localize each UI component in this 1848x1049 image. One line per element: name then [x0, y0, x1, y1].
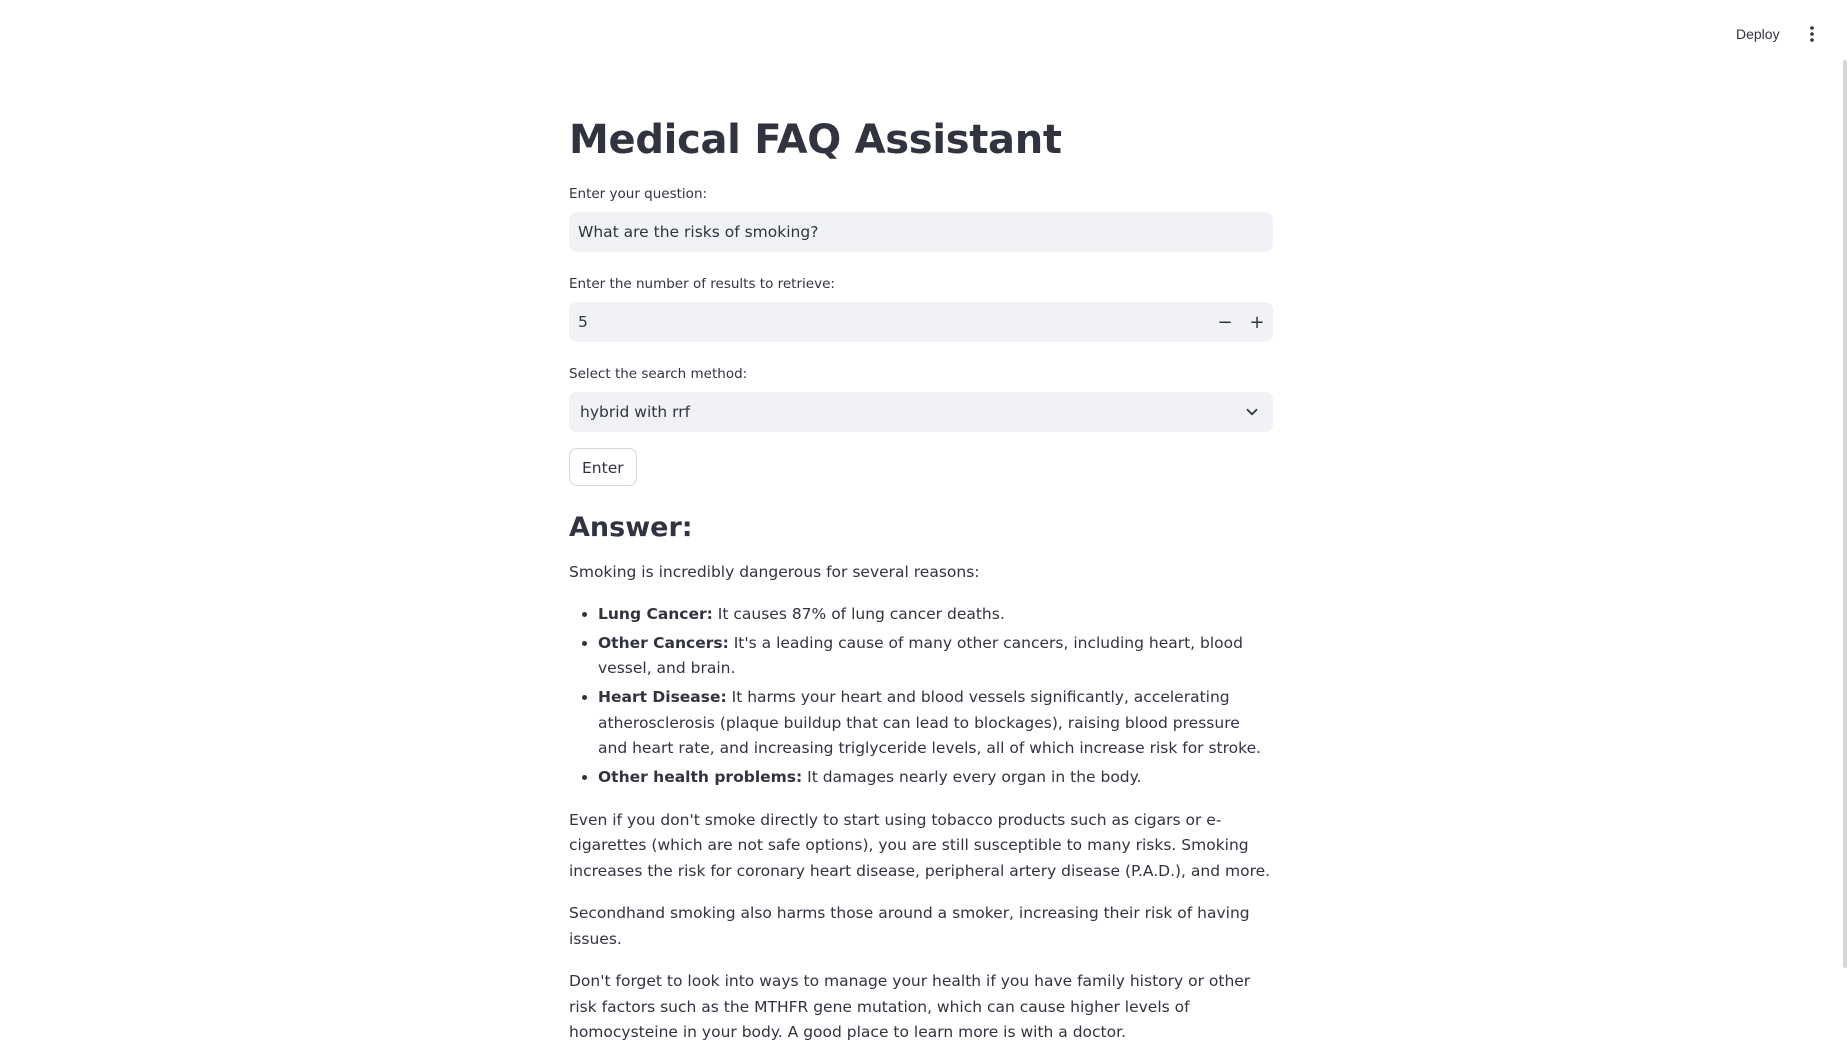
bullet-text: It causes 87% of lung cancer deaths. — [712, 604, 1005, 623]
top-toolbar — [0, 0, 1848, 68]
answer-bullet-list — [569, 602, 1273, 791]
answer-paragraph: Even if you don't smoke directly to start using tobacco products such as cigars or e-cigarettes (which are not safe options), you are still susceptible to many risks. Smoking increases the risk for coronary heart disease, peripheral artery disease (P.A.D.), and more. — [569, 810, 1271, 880]
num-results-value[interactable]: 5 — [578, 313, 588, 331]
page-title: Medical FAQ Assistant — [569, 117, 1062, 163]
bullet-text: It harms your heart and blood vessels significantly, accelerating atherosclerosis (plaque buildup that can lead to blockages), raising blood pressure and heart rate, and increasing triglyceride levels, all of which increase risk for stroke. — [598, 688, 1262, 757]
answer-paragraph: Secondhand smoking also harms those around a smoker, increasing their risk of having issues. — [569, 904, 1250, 948]
list-item — [598, 685, 1273, 762]
page-scrollbar[interactable] — [1843, 60, 1847, 968]
answer-heading: Answer: — [569, 512, 693, 543]
main-content — [569, 110, 1273, 1046]
list-item — [598, 631, 1273, 682]
num-results-label: Enter the number of results to retrieve: — [569, 276, 835, 292]
bullet-term: Other Cancers: — [598, 633, 729, 652]
search-method-value: hybrid with rrf — [580, 403, 691, 421]
bullet-text: It's a leading cause of many other cancers, including heart, blood vessel, and brain. — [598, 633, 1243, 677]
search-method-select[interactable] — [569, 392, 1273, 432]
bullet-term: Other health problems: — [598, 768, 803, 786]
main-menu-button[interactable] — [1800, 22, 1824, 46]
enter-button[interactable]: Enter — [569, 448, 637, 486]
answer-paragraph: Don't forget to look into ways to manage your health if you have family history or other risk factors such as the MTHFR gene mutation, which can cause higher levels of homocysteine in your body. A good place to learn more is with a doctor. — [569, 972, 1251, 1041]
decrement-button[interactable]: − — [1217, 311, 1233, 333]
deploy-button[interactable]: Deploy — [1728, 22, 1788, 46]
bullet-text: It damages nearly every organ in the body. — [802, 768, 1142, 786]
list-item — [598, 602, 1273, 628]
search-method-label: Select the search method: — [569, 366, 748, 382]
answer-intro: Smoking is incredibly dangerous for several reasons: — [569, 563, 980, 581]
vertical-ellipsis-icon — [1800, 22, 1824, 46]
bullet-term: Lung Cancer: — [598, 604, 713, 623]
num-results-stepper[interactable] — [569, 302, 1273, 342]
bullet-term: Heart Disease: — [598, 688, 727, 706]
increment-button[interactable]: + — [1249, 311, 1265, 333]
question-label: Enter your question: — [569, 186, 708, 202]
list-item — [598, 765, 1273, 791]
question-input[interactable]: What are the risks of smoking? — [569, 212, 1273, 252]
chevron-down-icon — [1243, 403, 1261, 421]
